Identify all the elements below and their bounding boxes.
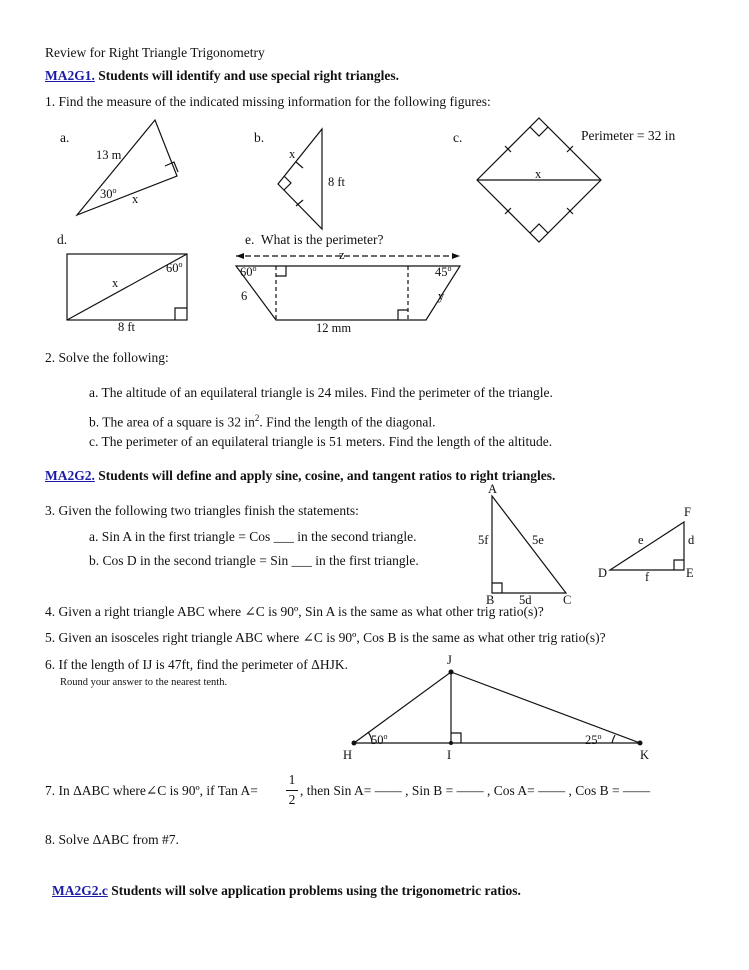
fig-e-left-side-label: 6 xyxy=(241,289,248,303)
fig-e-right-angle-left xyxy=(276,266,286,276)
fig-c-diag-label: x xyxy=(535,167,542,181)
q3-side-d: d xyxy=(688,533,695,547)
fig-a-triangle xyxy=(77,120,177,215)
q3-side-base: 5d xyxy=(519,593,532,607)
q6-angle-k: 25$^o$ xyxy=(585,732,602,747)
question-4: 4. Given a right triangle ABC where ∠C is 90º, Sin A is the same as what other trig ratio(s)? xyxy=(45,604,544,619)
standard-link-ma2g2c[interactable]: MA2G2.c xyxy=(52,883,108,898)
question-3-prompt: 3. Given the following two triangles finish the statements: xyxy=(45,503,359,518)
fig-d-base-label: 8 ft xyxy=(118,320,136,334)
question-5: 5. Given an isosceles right triangle ABC where ∠C is 90º, Cos B is the same as what other trig ratio(s)? xyxy=(45,630,606,645)
question-2b: b. The area of a square is 32 $in^2$. Find the length of the diagonal. xyxy=(89,413,436,430)
question-8: 8. Solve ΔABC from #7. xyxy=(45,832,179,847)
fig-e-label: e. What is the perimeter? xyxy=(245,232,384,247)
fig-d-right-angle xyxy=(175,308,187,320)
fig-a-hyp-label: 13 m xyxy=(96,148,122,162)
q3-vertex-b: B xyxy=(486,593,495,607)
q6-label-k: K xyxy=(640,748,650,762)
page-title: Review for Right Triangle Trigonometry xyxy=(45,45,265,60)
q3-vertex-f: F xyxy=(684,505,691,519)
q6-label-i: I xyxy=(447,748,452,762)
fig-e-right-angle-right xyxy=(398,310,408,320)
q3-vertex-c: C xyxy=(563,593,572,607)
q6-vertex-j xyxy=(449,670,454,675)
q6-angle-h: 50$^o$ xyxy=(371,732,388,747)
q3-triangle-def xyxy=(610,522,684,570)
fig-a-right-angle xyxy=(165,162,178,172)
fig-b-tick-1 xyxy=(296,162,303,168)
fig-a-angle-label: 30$^o$ xyxy=(100,186,117,201)
question-3b: b. Cos D in the second triangle = Sin ___ in the first triangle. xyxy=(89,553,419,568)
fig-c-label: c. xyxy=(453,130,463,145)
fig-b-triangle xyxy=(278,129,322,229)
fig-d-angle-label: 60$^o$ xyxy=(166,260,183,275)
fig-d-label: d. xyxy=(57,232,68,247)
standard-link-ma2g1[interactable]: MA2G1. xyxy=(45,68,95,83)
q3-def-right-angle xyxy=(674,560,684,570)
question-2a: a. The altitude of an equilateral triangle is 24 miles. Find the perimeter of the triangle. xyxy=(89,385,553,400)
q7-fraction-numerator: 1 xyxy=(288,772,296,787)
q3-triangle-abc xyxy=(492,496,566,593)
standard-text-1: Students will identify and use special right triangles. xyxy=(94,68,400,83)
fig-c-perimeter: Perimeter = 32 in xyxy=(581,128,676,143)
fig-e-angle-left-label: 60$^o$ xyxy=(240,264,257,279)
fig-b-side-label: x xyxy=(289,147,296,161)
question-7-post: , then Sin A= —— , Sin B = —— , Cos A= —— , Cos B = —— xyxy=(300,783,650,798)
q6-vertex-h xyxy=(352,741,357,746)
fig-c-right-angle-bottom xyxy=(530,224,548,233)
q3-vertex-e: E xyxy=(686,566,694,580)
fig-e-top-label: z xyxy=(339,248,345,262)
q6-right-angle xyxy=(451,733,461,743)
q6-label-h: H xyxy=(343,748,353,762)
q3-side-left: 5f xyxy=(478,533,489,547)
fig-b-label: b. xyxy=(254,130,265,145)
q3-vertex-d: D xyxy=(598,566,608,580)
q7-fraction-denominator: 2 xyxy=(288,792,296,807)
fig-e-arrow-left xyxy=(236,253,244,259)
standard-text-3: Students will solve application problems using the trigonometric ratios. xyxy=(107,883,521,898)
q6-vertex-i xyxy=(449,741,453,745)
q3-side-hyp: 5e xyxy=(532,533,544,547)
fig-e-arrow-right xyxy=(452,253,460,259)
standard-heading-2 xyxy=(45,468,555,484)
question-2c: c. The perimeter of an equilateral triangle is 51 meters. Find the length of the altitude. xyxy=(89,434,553,449)
fig-e-right-side-label: y xyxy=(438,289,445,303)
question-2-prompt: 2. Solve the following: xyxy=(45,350,169,365)
standard-heading-3 xyxy=(52,883,521,899)
q3-side-f: f xyxy=(645,570,650,584)
question-6-prompt: 6. If the length of IJ is 47ft, find the perimeter of ΔHJK. xyxy=(45,657,348,672)
fig-a-label: a. xyxy=(60,130,70,145)
q6-vertex-k xyxy=(638,741,643,746)
fig-e-bottom-label: 12 mm xyxy=(316,321,352,335)
fig-b-leg-label: 8 ft xyxy=(328,175,346,189)
q3-abc-right-angle xyxy=(492,583,502,593)
question-1-prompt: 1. Find the measure of the indicated missing information for the following figures: xyxy=(45,94,491,109)
fig-a-side-label: x xyxy=(132,192,139,206)
q6-arc-k xyxy=(612,735,615,743)
fig-d-diag-label: x xyxy=(112,276,119,290)
standard-link-ma2g2[interactable]: MA2G2. xyxy=(45,468,95,483)
question-3a: a. Sin A in the first triangle = Cos ___ in the second triangle. xyxy=(89,529,417,544)
q6-label-j: J xyxy=(447,653,452,667)
fig-c-right-angle-top xyxy=(530,127,548,136)
q7-fraction-bar xyxy=(286,790,298,791)
question-7-pre: 7. In ΔABC where∠C is 90º, if Tan A= xyxy=(45,783,258,798)
fig-b-right-angle xyxy=(284,176,291,190)
q3-vertex-a: A xyxy=(488,482,498,496)
question-6-note: Round your answer to the nearest tenth. xyxy=(60,677,228,688)
standard-text-2: Students will define and apply sine, cosine, and tangent ratios to right triangles. xyxy=(94,468,556,483)
fig-e-trapezoid xyxy=(236,266,460,320)
q3-side-e: e xyxy=(638,533,644,547)
fig-e-angle-right-label: 45$^o$ xyxy=(435,264,452,279)
